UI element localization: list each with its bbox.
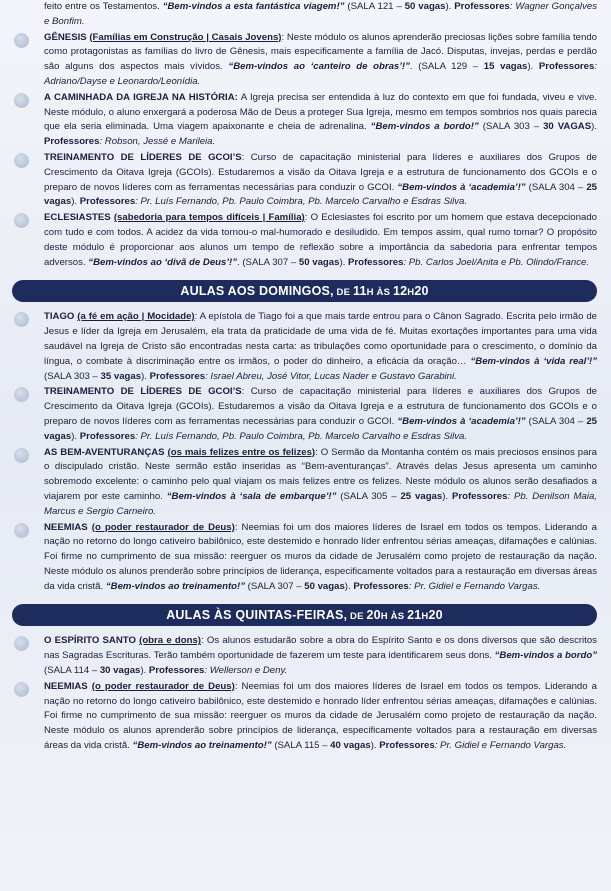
course-title: A CAMINHADA DA IGREJA NA HISTÓRIA:: [44, 91, 238, 103]
checkbox-icon[interactable]: [14, 153, 29, 168]
professors: : Pr. Luís Fernando, Pb. Paulo Coimbra, Pb. Marcelo Carvalho e Esdras Silva.: [135, 196, 468, 208]
vagas: 30 vagas: [99, 665, 141, 677]
course-title: TIAGO: [44, 311, 75, 323]
professors: : Pr. Gidiel e Fernando Vargas.: [408, 580, 541, 592]
course-description: A Igreja precisa ser entendida à luz do contexto em que foi fundada, viveu e vive. Neste módulo, o aluno enxergará a poderosa Mão de Deus a proteger Sua Igreja, mesmo em tempos sombrios nos quais parecia que ela seria eliminada. Uma viagem apaixonante e cheia de adrenalina.: [44, 91, 597, 133]
banner-thursday: AULAS ÀS QUINTAS-FEIRAS, DE 20H ÀS 21H20: [12, 604, 597, 626]
vagas: 35 vagas: [100, 370, 142, 382]
course-description: : Curso de capacitação ministerial para líderes e auxiliares dos Grupos de Crescimento da Oitava Igreja (GCOIs). Estudaremos a visão da Oitava Igreja e a estrutura de funcionamento dos GCOIs e o preparo de novos líderes com as ferramentas necessárias para conduzir o GCOI.: [44, 151, 597, 193]
course-item[interactable]: TIAGO (a fé em ação | Mocidade): A epístola de Tiago foi a que mais tarde entrou para o Cânon Sagrado. Escrita pelo irmão de Jesus e líder da Igreja em Jerusalém, ela trata da praticidade de uma vida de fé. Muitas exortações importantes para uma vida saudável na Igreja de Cristo são encontradas nesta carta: as tribulações como oportunidade para o crescimento, o domínio da língua, o combate à discriminação entre os irmãos, o poder do dinheiro, a eficácia da oração… “Bem-vindos à ‘vida real’!” (SALA 303 – 35 vagas). Professores: Israel Abreu, José Vitor, Lucas Nader e Gustavo Garabini.: [12, 310, 597, 384]
professors: : Pb. Carlos Joel/Anita e Pb. Olindo/France.: [403, 256, 590, 268]
course-title: AS BEM-AVENTURANÇAS: [44, 446, 165, 458]
checkbox-icon[interactable]: [14, 523, 29, 538]
course-subtitle: (obra e dons): [139, 635, 201, 647]
course-subtitle: (sabedoria para tempos difíceis | Família): [113, 212, 305, 224]
course-item[interactable]: TREINAMENTO DE LÍDERES DE GCOI’S: Curso de capacitação ministerial para líderes e auxiliares dos Grupos de Crescimento da Oitava Igreja (GCOIs). Estudaremos a visão da Oitava Igreja e a estrutura de funcionamento dos GCOIs e o preparo de novos líderes com as ferramentas necessárias para conduzir o GCOI. “Bem-vindos à ‘academia’!” (SALA 304 – 25 vagas). Professores: Pr. Luís Fernando, Pb. Paulo Coimbra, Pb. Marcelo Carvalho e Esdras Silva.: [12, 151, 597, 210]
course-title: TREINAMENTO DE LÍDERES DE GCOI’S: [44, 151, 242, 163]
course-subtitle: (o poder restaurador de Deus): [91, 521, 235, 533]
professors: : Adriano/Dayse e Leonardo/Leonídia.: [44, 61, 598, 87]
vagas: 15 vagas: [483, 61, 528, 73]
course-title: GÊNESIS: [44, 31, 87, 43]
professors: : Pr. Luís Fernando, Pb. Paulo Coimbra, Pb. Marcelo Carvalho e Esdras Silva.: [135, 430, 468, 442]
professors: : Pr. Gidiel e Fernando Vargas.: [434, 740, 567, 752]
professors: : Robson, Jessé e Marileia.: [99, 136, 216, 148]
course-subtitle: (o poder restaurador de Deus): [91, 680, 235, 692]
course-item[interactable]: A CAMINHADA DA IGREJA NA HISTÓRIA: A Igreja precisa ser entendida à luz do contexto em que foi fundada, viveu e vive. Neste módulo, o aluno enxergará a poderosa Mão de Deus a proteger Sua Igreja, mesmo em tempos sombrios nos quais parecia que ela seria eliminada. Uma viagem apaixonante e cheia de adrenalina. “Bem-vindos a bordo!” (SALA 303 – 30 VAGAS). Professores: Robson, Jessé e Marileia.: [12, 91, 597, 150]
course-item[interactable]: ECLESIASTES (sabedoria para tempos difíceis | Família): O Eclesiastes foi escrito por um homem que estava decepcionado com tudo e com todos. A acidez da vida tornou-o mal-humorado e desiludido. Em tempos assim, qual rumo tomar? O propósito deste módulo é proporcionar aos alunos um tempo de reflexão sobre a importância da sabedoria para enfrentar tempos adversos. “Bem-vindos ao ‘divã de Deus’!”. (SALA 307 – 50 vagas). Professores: Pb. Carlos Joel/Anita e Pb. Olindo/France.: [12, 211, 597, 270]
vagas: 25 vagas: [44, 181, 598, 208]
professors: : Pb. Denilson Maia, Marcus e Sergio Carneiro.: [44, 490, 597, 517]
vagas: 50 vagas: [298, 256, 340, 268]
course-item[interactable]: NEEMIAS (o poder restaurador de Deus): Neemias foi um dos maiores líderes de Israel em todos os tempos. Liderando a nação no retorno do longo cativeiro babilônico, este destemido e honrado líder enfrentou sérias ameaças, difamações e calúnias. Foi firme no cumprimento de sua missão: reerguer os muros da cidade de Jerusalém como projeto de restauração da nação. Neste módulo os alunos prenderão sobre princípios de liderança, especificamente voltados para a restauração em diversas áreas da vida cristã. “Bem-vindos ao treinamento!” (SALA 307 – 50 vagas). Professores: Pr. Gidiel e Fernando Vargas.: [12, 521, 597, 595]
course-description: : Curso de capacitação ministerial para líderes e auxiliares dos Grupos de Crescimento da Oitava Igreja (GCOIs). Estudaremos a visão da Oitava Igreja e a estrutura de funcionamento dos GCOIs e o preparo de novos líderes com as ferramentas necessárias para conduzir o GCOI.: [44, 386, 597, 427]
vagas: 50 vagas: [304, 580, 345, 592]
vagas: 25 vagas: [400, 490, 443, 502]
top-continuation: feito entre os Testamentos. “Bem-vindos a esta fantástica viagem!” (SALA 121 – 50 vagas). Professores: Wagner Gonçalves e Bonfim.: [44, 1, 597, 27]
course-item[interactable]: AS BEM-AVENTURANÇAS (os mais felizes entre os felizes): O Sermão da Montanha contém os mais preciosos ensinos para o discipulado cristão. Neste sermão estão inseridas as “Bem-aventuranças”. Através delas Jesus apresenta um caminho sobremodo excelente: o caminho pelo qual viajam os mais felizes entre os felizes. Neste módulo os alunos serão desafiados a viajarem por este caminho. “Bem-vindos à ‘sala de embarque’!” (SALA 305 – 25 vagas). Professores: Pb. Denilson Maia, Marcus e Sergio Carneiro.: [12, 446, 597, 520]
vagas: 30 VAGAS: [543, 121, 592, 133]
checkbox-icon[interactable]: [14, 682, 29, 697]
course-description: : Neemias foi um dos maiores líderes de Israel em todos os tempos. Liderando a nação no retorno do longo cativeiro babilônico, este destemido e honrado líder enfrentou sérias ameaças, difamações e calúnias. Foi firme no cumprimento de sua missão: reerguer os muros da cidade de Jerusalém como projeto de restauração da nação. Neste módulo os alunos prenderão sobre princípios de liderança, especificamente voltados para a restauração em diversas áreas da vida cristã.: [44, 521, 597, 592]
course-item[interactable]: GÊNESIS (Famílias em Construção | Casais Jovens): Neste módulo os alunos aprenderão preciosas lições sobre família tendo como protagonistas as famílias do livro de Gênesis, mais especificamente a família de Jacó. Disputas, invejas, perdas e perdão são alguns dos aspectos mais vívidos. “Bem-vindos ao ‘canteiro de obras’!”. (SALA 129 – 15 vagas). Professores: Adriano/Dayse e Leonardo/Leonídia.: [12, 31, 597, 90]
course-item[interactable]: TREINAMENTO DE LÍDERES DE GCOI’S: Curso de capacitação ministerial para líderes e auxiliares dos Grupos de Crescimento da Oitava Igreja (GCOIs). Estudaremos a visão da Oitava Igreja e a estrutura de funcionamento dos GCOIs e o preparo de novos líderes com as ferramentas necessárias para conduzir o GCOI. “Bem-vindos à ‘academia’!” (SALA 304 – 25 vagas). Professores: Pr. Luís Fernando, Pb. Paulo Coimbra, Pb. Marcelo Carvalho e Esdras Silva.: [12, 385, 597, 444]
professors: : Wellerson e Deny.: [204, 665, 288, 677]
course-subtitle: (os mais felizes entre os felizes): [167, 446, 316, 458]
checkbox-icon[interactable]: [14, 636, 29, 651]
course-title: NEEMIAS: [44, 680, 88, 692]
checkbox-icon[interactable]: [14, 213, 29, 228]
professors: : Israel Abreu, José Vitor, Lucas Nader e Gustavo Garabini.: [205, 370, 457, 382]
course-title: NEEMIAS: [44, 521, 88, 533]
course-subtitle: (a fé em ação | Mocidade): [77, 311, 195, 323]
checkbox-icon[interactable]: [14, 93, 29, 108]
course-description: : O Sermão da Montanha contém os mais preciosos ensinos para o discipulado cristão. Neste sermão estão inseridas as “Bem-aventuranças”. Através delas Jesus apresenta um caminho sobremodo excelente: o caminho pelo qual viajam os mais felizes entre os felizes. Neste módulo os alunos serão desafiados a viajarem por este caminho.: [44, 446, 597, 502]
course-title: ECLESIASTES: [44, 212, 111, 224]
course-description: : O Eclesiastes foi escrito por um homem que estava decepcionado com tudo e com todos. A acidez da vida tornou-o mal-humorado e desiludido. Em tempos assim, qual rumo tomar? O propósito deste módulo é proporcionar aos alunos um tempo de reflexão sobre a importância da sabedoria para enfrentar tempos adversos.: [44, 212, 597, 268]
vagas: 25 vagas: [44, 415, 598, 442]
course-description: : A epístola de Tiago foi a que mais tarde entrou para o Cânon Sagrado. Escrita pelo irmão de Jesus e líder da Igreja em Jerusalém, ela trata da praticidade de uma vida de fé. Muitas exortações importantes para uma vida saudável na Igreja de Cristo são encontradas nesta carta: as tribulações como oportunidade para o crescimento, o domínio da língua, o combate à discriminação entre os irmãos, o poder do dinheiro, a eficácia da oração…: [44, 311, 598, 367]
checkbox-icon[interactable]: [14, 387, 29, 402]
course-item[interactable]: O ESPÍRITO SANTO (obra e dons): Os alunos estudarão sobre a obra do Espírito Santo e os dons diversos que são descritos nas Sagradas Escrituras. Terão também oportunidade de fazerem um teste para identificarem seus dons. “Bem-vindos a bordo” (SALA 114 – 30 vagas). Professores: Wellerson e Deny.: [12, 634, 597, 678]
course-subtitle: (Famílias em Construção | Casais Jovens): [89, 31, 282, 43]
course-title: TREINAMENTO DE LÍDERES DE GCOI’S: [44, 386, 242, 398]
course-item[interactable]: NEEMIAS (o poder restaurador de Deus): Neemias foi um dos maiores líderes de Israel em todos os tempos. Liderando a nação no retorno do longo cativeiro babilônico, este destemido e honrado líder enfrentou sérias ameaças, difamações e calúnias. Foi firme no cumprimento de sua missão: reerguer os muros da cidade de Jerusalém como projeto de restauração da nação. Neste módulo os alunos aprenderão sobre princípios de liderança, especificamente voltados para a restauração em diversas áreas da vida cristã. “Bem-vindos ao treinamento!” (SALA 115 – 40 vagas). Professores: Pr. Gidiel e Fernando Vargas.: [12, 680, 597, 754]
course-description: : Os alunos estudarão sobre a obra do Espírito Santo e os dons diversos que são descritos nas Sagradas Escrituras. Terão também oportunidade de fazerem um teste para identificarem seus dons.: [44, 635, 597, 662]
banner-sunday: AULAS AOS DOMINGOS, DE 11H ÀS 12H20: [12, 280, 597, 302]
checkbox-icon[interactable]: [14, 448, 29, 463]
course-description: : Neste módulo os alunos aprenderão preciosas lições sobre família tendo como protagonistas as famílias do livro de Gênesis, mais especificamente a família de Jacó. Disputas, invejas, perdas e perdão são alguns dos aspectos mais vívidos.: [44, 31, 597, 73]
course-title: O ESPÍRITO SANTO: [44, 635, 136, 647]
vagas: 40 vagas: [330, 740, 371, 752]
checkbox-icon[interactable]: [14, 312, 29, 327]
checkbox-icon[interactable]: [14, 33, 29, 48]
course-description: : Neemias foi um dos maiores líderes de Israel em todos os tempos. Liderando a nação no retorno do longo cativeiro babilônico, este destemido e honrado líder enfrentou sérias ameaças, difamações e calúnias. Foi firme no cumprimento de sua missão: reerguer os muros da cidade de Jerusalém como projeto de restauração da nação. Neste módulo os alunos aprenderão sobre princípios de liderança, especificamente voltados para a restauração em diversas áreas da vida cristã.: [44, 680, 597, 752]
